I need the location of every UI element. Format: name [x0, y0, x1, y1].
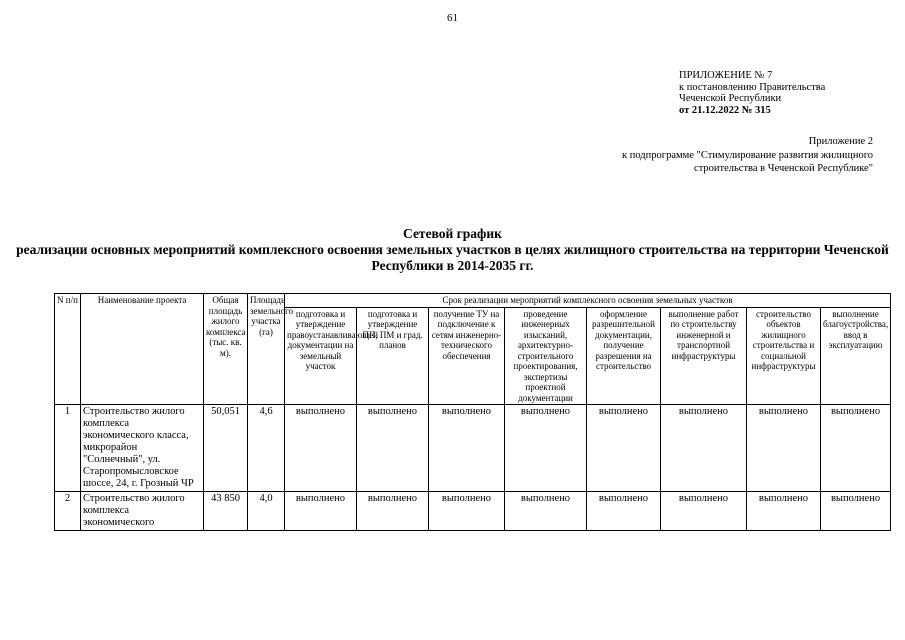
appendix-sub-block — [593, 135, 873, 176]
appendix-main-line: Чеченской Республики — [679, 93, 782, 104]
row-stage: выполнено — [357, 405, 429, 492]
header-area-living: Общая площадь жилого комплекса (тыс. кв. м). — [204, 294, 248, 405]
header-stage: выполнение благоустройства, ввод в эксплуатацию — [821, 307, 891, 405]
header-name: Наименование проекта — [81, 294, 204, 405]
header-stage: подготовка и утверждение ПП, ПМ и град. планов — [357, 307, 429, 405]
row-area-living: 50,051 — [204, 405, 248, 492]
header-stage: подготовка и утверждение правоустанавливающей документации на земельный участок — [285, 307, 357, 405]
header-group: Срок реализации мероприятий комплексного освоения земельных участков — [285, 294, 891, 308]
row-num: 1 — [55, 405, 81, 492]
row-stage: выполнено — [747, 492, 821, 531]
row-stage: выполнено — [587, 492, 661, 531]
row-num: 2 — [55, 492, 81, 531]
row-stage: выполнено — [587, 405, 661, 492]
row-area-land: 4,6 — [248, 405, 285, 492]
row-stage: выполнено — [747, 405, 821, 492]
row-stage: выполнено — [821, 405, 891, 492]
appendix-sub-line: Приложение 2 — [808, 136, 873, 147]
header-num: N п/п — [55, 294, 81, 405]
title-line-1: Сетевой график — [403, 226, 502, 241]
appendix-main-date: от 21.12.2022 № 315 — [679, 104, 771, 116]
row-stage: выполнено — [429, 492, 505, 531]
header-stage: проведение инженерных изысканий, архитектурно-строительного проектирования, экспертизы проектной документации — [505, 307, 587, 405]
row-stage: выполнено — [821, 492, 891, 531]
row-area-land: 4,0 — [248, 492, 285, 531]
document-title — [0, 226, 905, 274]
appendix-main-block — [679, 70, 825, 116]
appendix-main-line: к постановлению Правительства — [679, 81, 826, 93]
row-stage: выполнено — [429, 405, 505, 492]
row-name: Строительство жилого комплекса экономического — [81, 492, 204, 531]
row-name: Строительство жилого комплекса экономического класса, микрорайон "Солнечный", ул. Старопромысловское шоссе, 24, г. Грозный ЧР — [81, 405, 204, 492]
header-area-land: Площадь земельного участка (га) — [248, 294, 285, 405]
header-stage: выполнение работ по строительству инженерной и транспортной инфраструктуры — [661, 307, 747, 405]
header-stage: строительство объектов жилищного строительства и социальной инфраструктуры — [747, 307, 821, 405]
table-row — [55, 405, 891, 492]
row-stage: выполнено — [505, 405, 587, 492]
page-number: 61 — [447, 12, 458, 24]
row-stage: выполнено — [285, 405, 357, 492]
row-stage: выполнено — [285, 492, 357, 531]
title-line-2: реализации основных мероприятий комплексного освоения земельных участков в целях жилищного строительства на территории Чеченской Республики в 2014-2035 гг. — [16, 242, 889, 273]
table-row — [55, 492, 891, 531]
appendix-sub-line: к подпрограмме "Стимулирование развития жилищного строительства в Чеченской Республике" — [622, 149, 873, 174]
header-stage: получение ТУ на подключение к сетям инженерно-технического обеспечения — [429, 307, 505, 405]
row-stage: выполнено — [661, 492, 747, 531]
row-stage: выполнено — [357, 492, 429, 531]
network-schedule-table — [54, 293, 891, 531]
row-stage: выполнено — [505, 492, 587, 531]
header-stage: оформление разрешительной документации, получение разрешения на строительство — [587, 307, 661, 405]
appendix-main-line: ПРИЛОЖЕНИЕ № 7 — [679, 70, 773, 81]
row-stage: выполнено — [661, 405, 747, 492]
row-area-living: 43 850 — [204, 492, 248, 531]
